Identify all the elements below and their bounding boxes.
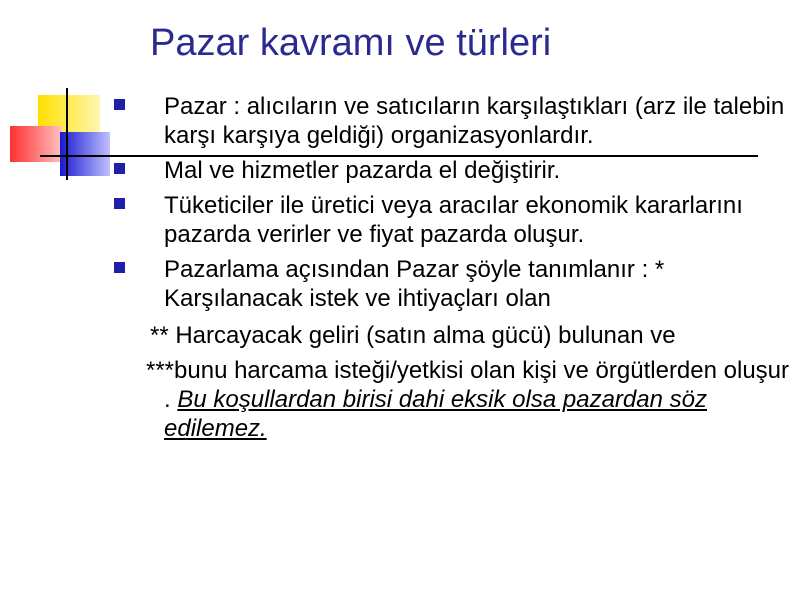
bullet-text: Tüketiciler ile üretici veya aracılar ekonomik kararlarını pazarda verirler ve fiyat pazarda oluşur. — [164, 192, 743, 248]
slide-title: Pazar kavramı ve türleri — [150, 22, 552, 64]
bullet-text: Pazarlama açısından Pazar şöyle tanımlanır : * Karşılanacak istek ve ihtiyaçları olan — [164, 256, 665, 312]
sub-line-text: ***bunu harcama isteği/yetkisi olan kişi ve örgütlerden oluşur . — [146, 357, 790, 413]
square-bullet-icon — [114, 198, 125, 209]
bullet-item — [110, 255, 790, 313]
bullet-item — [110, 191, 790, 249]
square-bullet-icon — [114, 99, 125, 110]
square-bullet-icon — [114, 163, 125, 174]
sub-line — [110, 356, 790, 443]
bullet-item — [110, 92, 790, 150]
sub-line — [110, 321, 790, 350]
square-bullet-icon — [114, 262, 125, 273]
emphasis-text: Bu koşullardan birisi dahi eksik olsa pazardan söz edilemez. — [164, 386, 707, 442]
bullet-text: Pazar : alıcıların ve satıcıların karşılaştıkları (arz ile talebin karşı karşıya geldiği) organizasyonlardır. — [164, 93, 785, 149]
bullet-item — [110, 156, 790, 185]
slide-content — [110, 92, 790, 449]
bullet-text: Mal ve hizmetler pazarda el değiştirir. — [164, 157, 561, 184]
sub-line-text: ** Harcayacak geliri (satın alma gücü) bulunan ve — [150, 322, 676, 349]
